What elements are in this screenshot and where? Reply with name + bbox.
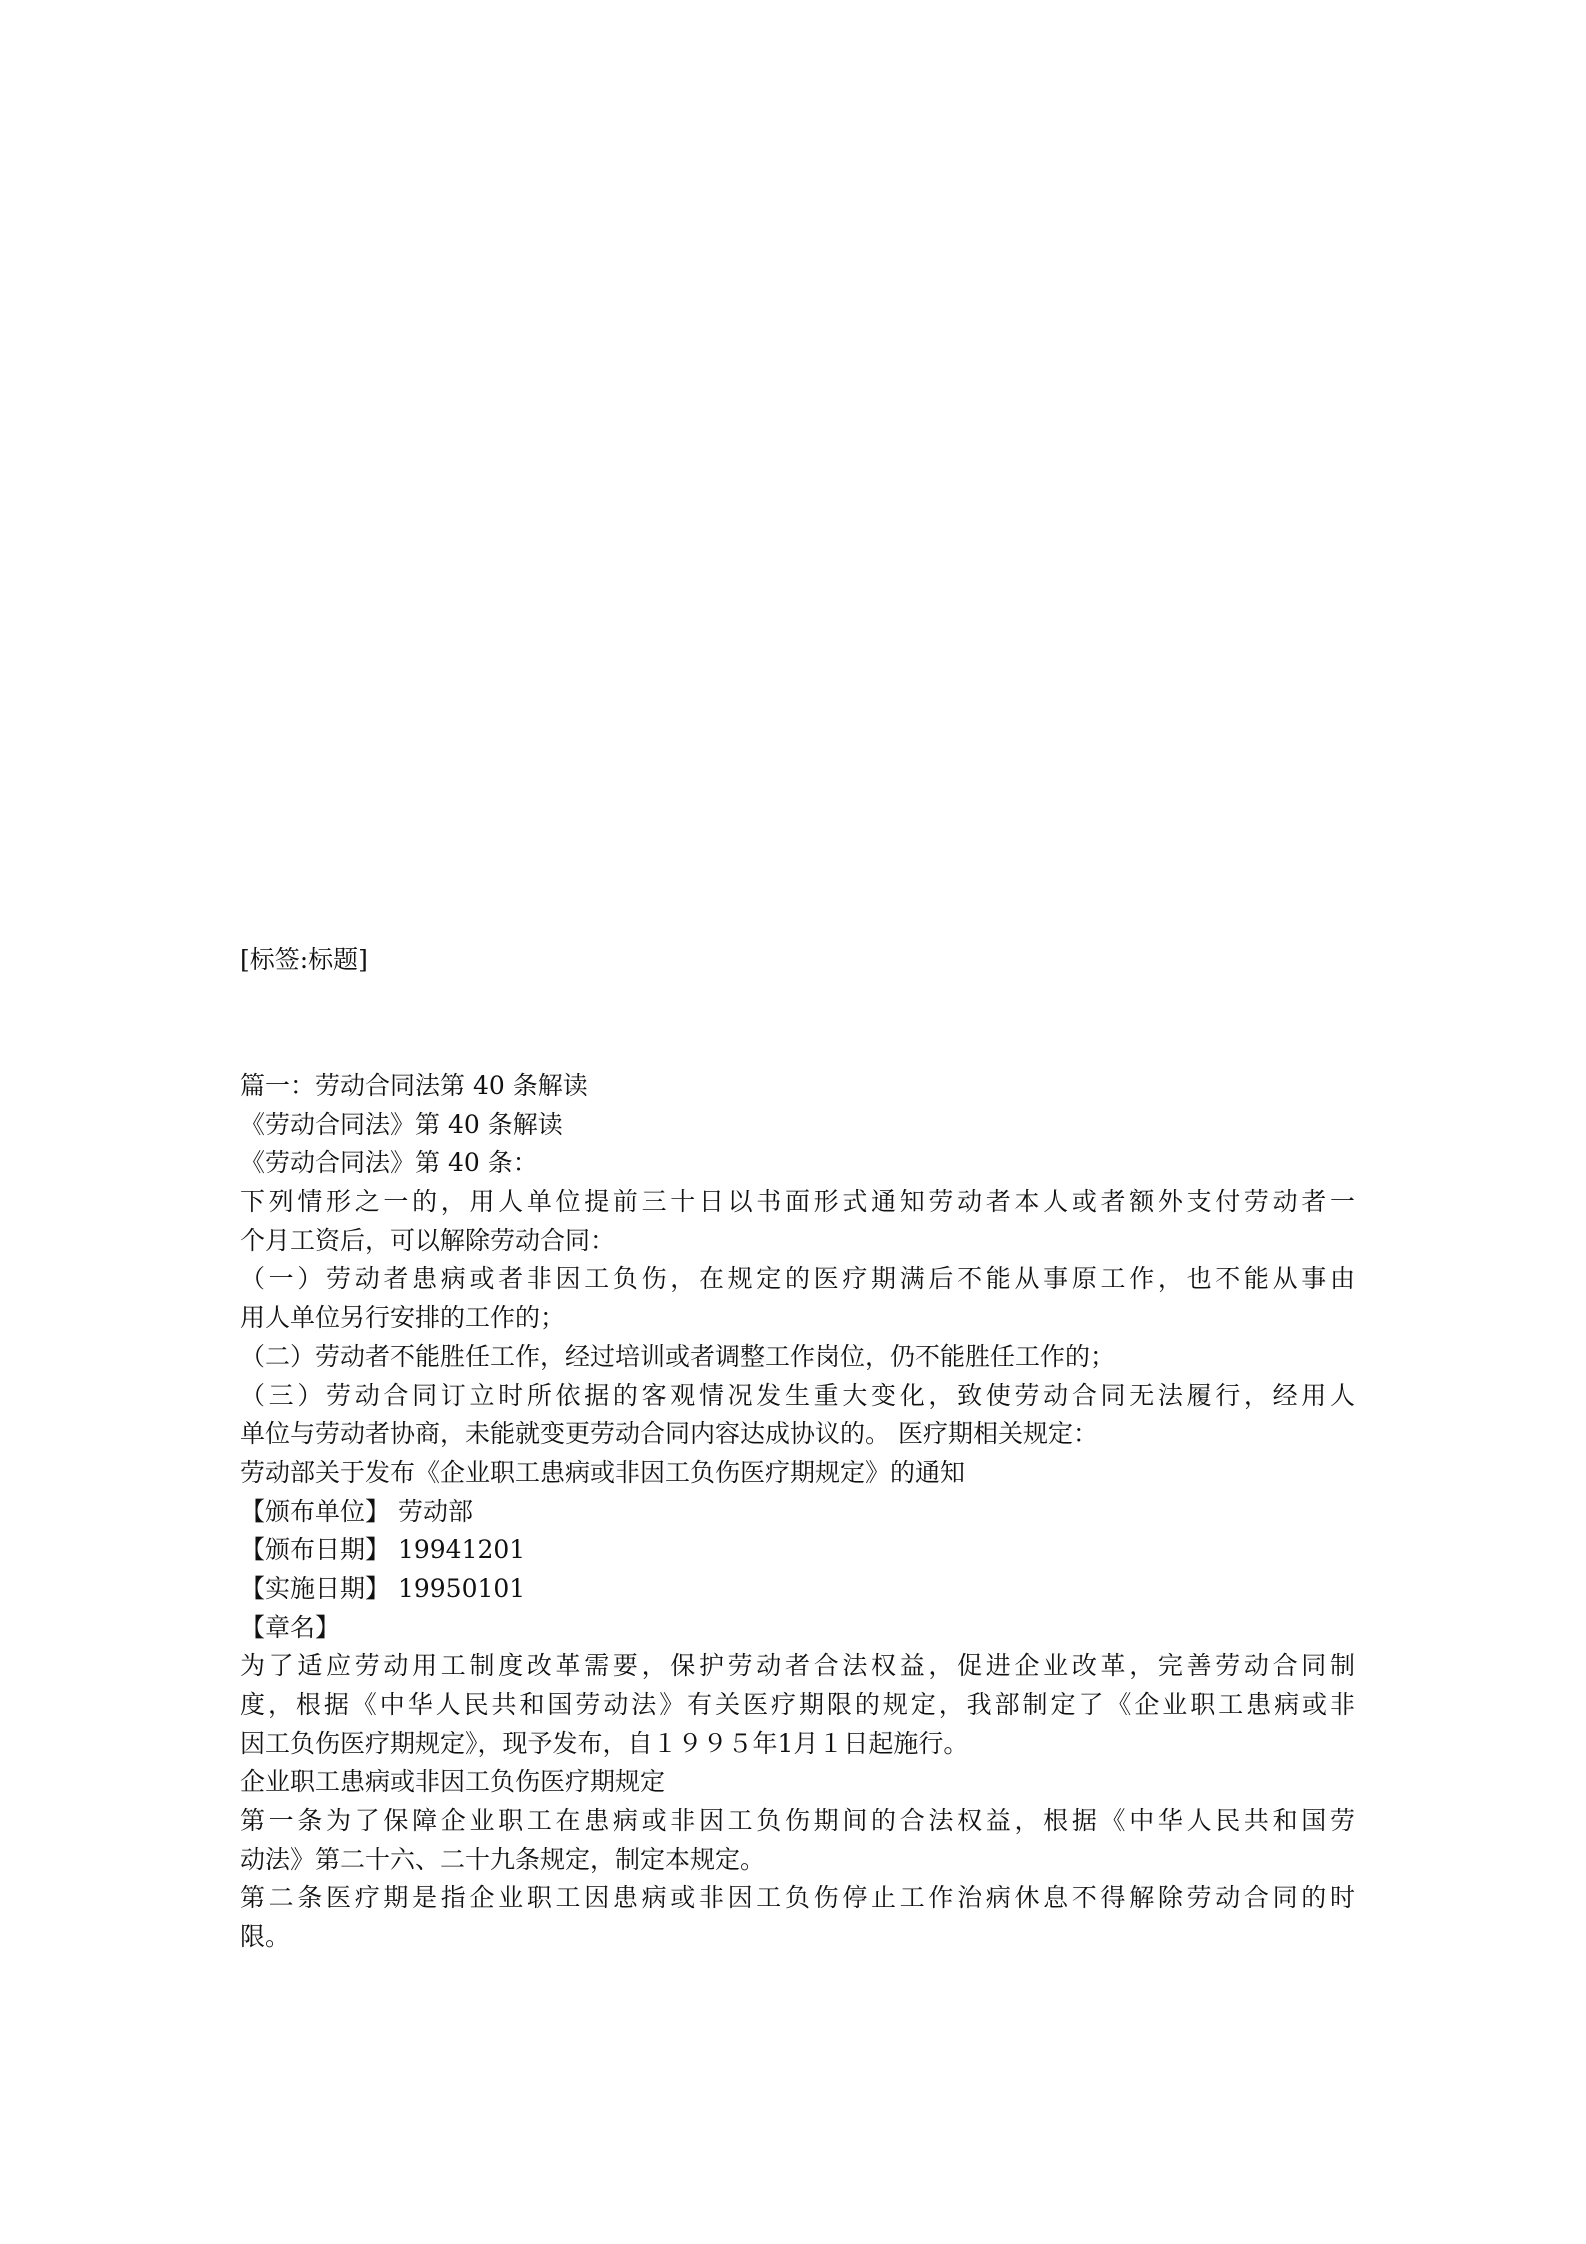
effective-date: 【实施日期】 19950101	[240, 1573, 526, 1603]
paragraph-line: 第一条为了保障企业职工在患病或非因工负伤期间的合法权益，根据《中华人民共和国劳	[240, 1806, 1355, 1836]
issuing-unit: 【颁布单位】 劳动部	[240, 1496, 473, 1526]
paragraph-line: 下列情形之一的，用人单位提前三十日以书面形式通知劳动者本人或者额外支付劳动者一	[240, 1187, 1355, 1217]
chapter-name: 【章名】	[240, 1612, 341, 1642]
paragraph-line: 因工负伤医疗期规定》，现予发布，自１９９５年1月１日起施行。	[240, 1728, 969, 1758]
paragraph-line: （三）劳动合同订立时所依据的客观情况发生重大变化，致使劳动合同无法履行，经用人	[240, 1380, 1355, 1410]
regulation-title: 企业职工患病或非因工负伤医疗期规定	[240, 1767, 666, 1797]
section-title: 篇一：劳动合同法第 40 条解读	[240, 1071, 588, 1100]
paragraph-line: 动法》第二十六、二十九条规定，制定本规定。	[240, 1844, 766, 1874]
notice-title: 劳动部关于发布《企业职工患病或非因工负伤医疗期规定》的通知	[240, 1457, 966, 1487]
paragraph-line: （二）劳动者不能胜任工作，经过培训或者调整工作岗位，仍不能胜任工作的；	[240, 1341, 1116, 1371]
paragraph-line: 为了适应劳动用工制度改革需要，保护劳动者合法权益，促进企业改革，完善劳动合同制	[240, 1651, 1355, 1681]
document-body	[240, 1067, 1355, 1957]
paragraph-line: 单位与劳动者协商，未能就变更劳动合同内容达成协议的。 医疗期相关规定：	[240, 1419, 1098, 1449]
article-heading: 《劳动合同法》第 40 条：	[240, 1148, 538, 1178]
paragraph-line: （一）劳动者患病或者非因工负伤，在规定的医疗期满后不能从事原工作，也不能从事由	[240, 1264, 1355, 1294]
article-title: 《劳动合同法》第 40 条解读	[240, 1109, 563, 1139]
paragraph-line: 用人单位另行安排的工作的；	[240, 1303, 566, 1333]
paragraph-line: 度，根据《中华人民共和国劳动法》有关医疗期限的规定，我部制定了《企业职工患病或非	[240, 1690, 1355, 1719]
tag-placeholder: [标签:标题]	[240, 945, 368, 974]
issue-date: 【颁布日期】 19941201	[240, 1535, 526, 1565]
paragraph-line: 第二条医疗期是指企业职工因患病或非因工负伤停止工作治病休息不得解除劳动合同的时	[240, 1883, 1355, 1913]
paragraph-line: 个月工资后，可以解除劳动合同：	[240, 1225, 616, 1255]
paragraph-line: 限。	[240, 1922, 291, 1952]
